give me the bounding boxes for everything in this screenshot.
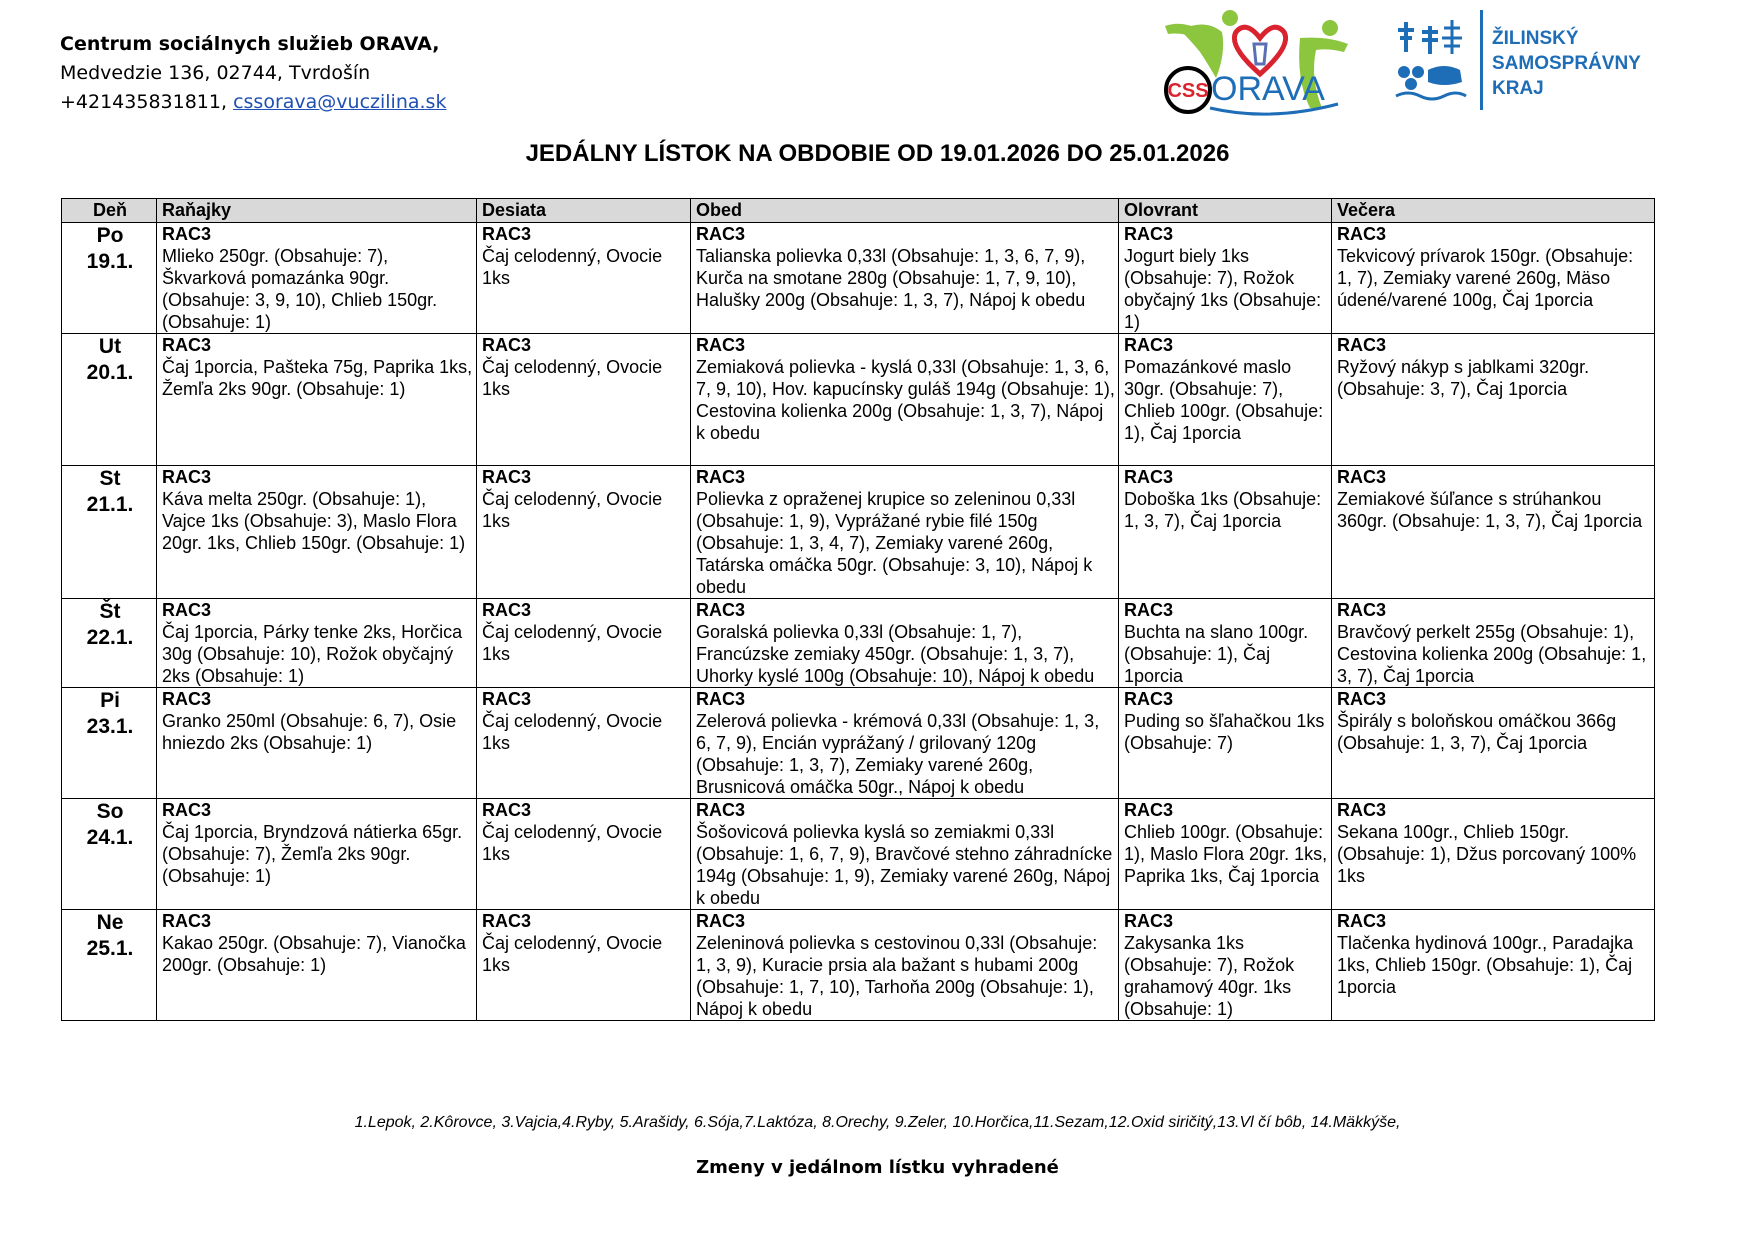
meal-cell [1119,799,1332,910]
meal-text: Doboška 1ks (Obsahuje: 1, 3, 7), Čaj 1porcia [1124,489,1322,531]
diet-code: RAC3 [1124,689,1174,709]
meal-text: Zeleninová polievka s cestovinou 0,33l (Obsahuje: 1, 3, 9), Kuracie prsia ala bažant s hubami 200g (Obsahuje: 1, 7, 10), Tarhoňa 200g (Obsahuje: 1), Nápoj k obedu [696,933,1098,1019]
meal-text: Pomazánkové maslo 30gr. (Obsahuje: 7), Chlieb 100gr. (Obsahuje: 1), Čaj 1porcia [1124,357,1324,443]
table-row [62,799,1655,910]
meal-text: Čaj celodenný, Ovocie 1ks [482,622,663,664]
meal-text: Čaj celodenný, Ovocie 1ks [482,711,663,753]
meal-text: Puding so šľahačkou 1ks (Obsahuje: 7) [1124,711,1325,753]
column-header-afternoon-snack: Olovrant [1119,199,1332,223]
meal-cell [477,334,691,466]
zilinsky-kraj-logo [1388,8,1648,118]
meal-cell [157,334,477,466]
diet-code: RAC3 [696,467,746,487]
day-name: Ne [96,911,124,934]
column-header-snack: Desiata [477,199,691,223]
meal-text: Talianska polievka 0,33l (Obsahuje: 1, 3, 6, 7, 9), Kurča na smotane 280g (Obsahuje: 1, 7, 9, 10), Halušky 200g (Obsahuje: 1, 3, 7), Nápoj k obedu [696,246,1086,310]
diet-code: RAC3 [696,800,746,820]
diet-code: RAC3 [1124,335,1174,355]
meal-text: Sekana 100gr., Chlieb 150gr. (Obsahuje: 1), Džus porcovaný 100% 1ks [1337,822,1637,886]
day-cell [62,688,157,799]
meal-cell [1119,466,1332,599]
meal-cell [1332,223,1655,334]
diet-code: RAC3 [1337,335,1387,355]
meal-cell [477,223,691,334]
organization-address: Medvedzie 136, 02744, Tvrdošín [60,62,371,84]
column-header-lunch: Obed [691,199,1119,223]
column-header-dinner: Večera [1332,199,1655,223]
meal-cell [1332,466,1655,599]
meal-text: Zelerová polievka - krémová 0,33l (Obsahuje: 1, 3, 6, 7, 9), Encián vyprážaný / grilovaný 120g (Obsahuje: 1, 3, 7), Zemiaky varené 260g, Brusnicová omáčka 50gr., Nápoj k obedu [696,711,1100,797]
day-cell [62,223,157,334]
meal-cell [691,223,1119,334]
diet-code: RAC3 [1124,800,1174,820]
diet-code: RAC3 [482,689,532,709]
meal-cell [157,910,477,1021]
meal-text: Čaj celodenný, Ovocie 1ks [482,489,663,531]
meal-text: Zemiaková polievka - kyslá 0,33l (Obsahuje: 1, 3, 6, 7, 9, 10), Hov. kapucínsky guláš 194g (Obsahuje: 1), Cestovina kolienka 200g (Obsahuje: 1, 3, 7), Nápoj k obedu [696,357,1115,443]
zsk-line3: KRAJ [1492,78,1544,99]
diet-code: RAC3 [162,224,212,244]
day-date: 24.1. [86,826,134,849]
meal-cell [477,599,691,688]
day-date: 25.1. [86,937,134,960]
meal-text: Šošovicová polievka kyslá so zemiakmi 0,33l (Obsahuje: 1, 6, 7, 9), Bravčové stehno záhradnícke 194g (Obsahuje: 1, 9), Zemiaky varené 260g, Nápoj k obedu [696,822,1113,908]
meal-text: Jogurt biely 1ks (Obsahuje: 7), Rožok obyčajný 1ks (Obsahuje: 1) [1124,246,1322,332]
table-row [62,910,1655,1021]
diet-code: RAC3 [1337,224,1387,244]
meal-text: Čaj celodenný, Ovocie 1ks [482,246,663,288]
diet-code: RAC3 [162,467,212,487]
meal-cell [477,799,691,910]
column-header-breakfast: Raňajky [157,199,477,223]
meal-text: Čaj celodenný, Ovocie 1ks [482,357,663,399]
day-name: Pi [100,689,120,712]
day-name: Št [99,600,121,623]
diet-code: RAC3 [1337,467,1387,487]
meal-cell [1332,599,1655,688]
diet-code: RAC3 [482,800,532,820]
day-date: 20.1. [86,361,134,384]
day-name: Ut [98,335,122,358]
diet-code: RAC3 [1124,224,1174,244]
meal-text: Čaj 1porcia, Pašteka 75g, Paprika 1ks, Žemľa 2ks 90gr. (Obsahuje: 1) [162,357,473,399]
orava-logo-text: ORAVA [1211,70,1325,108]
day-date: 22.1. [86,626,134,649]
organization-phone-email [60,88,446,117]
zsk-coat-of-arms-icon [1396,20,1466,99]
meal-cell [157,688,477,799]
meal-text: Tlačenka hydinová 100gr., Paradajka 1ks, Chlieb 150gr. (Obsahuje: 1), Čaj 1porcia [1337,933,1634,997]
day-cell [62,799,157,910]
allergen-legend: 1.Lepok, 2.Kôrovce, 3.Vajcia,4.Ryby, 5.Arašidy, 6.Sója,7.Laktóza, 8.Orechy, 9.Zeler, 10.Horčica,11.Sezam,12.Oxid siričitý,13.Vl čí bôb, 14.Mäkkýše, [354,1114,1401,1131]
meal-cell [157,466,477,599]
diet-code: RAC3 [696,689,746,709]
meal-text: Zakysanka 1ks (Obsahuje: 7), Rožok grahamový 40gr. 1ks (Obsahuje: 1) [1124,933,1295,1019]
meal-text: Čaj celodenný, Ovocie 1ks [482,822,663,864]
diet-code: RAC3 [162,911,212,931]
meal-text: Zemiakové šúľance s strúhankou 360gr. (Obsahuje: 1, 3, 7), Čaj 1porcia [1337,489,1643,531]
zsk-line1: ŽILINSKÝ [1492,28,1579,49]
meal-text: Granko 250ml (Obsahuje: 6, 7), Osie hniezdo 2ks (Obsahuje: 1) [162,711,457,753]
zsk-line2: SAMOSPRÁVNY [1492,53,1641,74]
meal-cell [1119,223,1332,334]
organization-contact [60,30,446,117]
diet-code: RAC3 [1124,911,1174,931]
meal-cell [477,688,691,799]
menu-table [61,198,1655,1021]
meal-cell [157,223,477,334]
day-cell [62,466,157,599]
meal-cell [691,799,1119,910]
meal-cell [157,799,477,910]
footer-note: Zmeny v jedálnom lístku vyhradené [696,1157,1059,1178]
meal-cell [1119,334,1332,466]
day-date: 19.1. [86,250,134,273]
meal-cell [691,466,1119,599]
diet-code: RAC3 [1337,911,1387,931]
diet-code: RAC3 [696,600,746,620]
meal-text: Káva melta 250gr. (Obsahuje: 1), Vajce 1ks (Obsahuje: 3), Maslo Flora 20gr. 1ks, Chlieb 150gr. (Obsahuje: 1) [162,489,466,553]
meal-text: Mlieko 250gr. (Obsahuje: 7), Škvarková pomazánka 90gr. (Obsahuje: 3, 9, 10), Chlieb 150gr. (Obsahuje: 1) [162,246,438,332]
meal-text: Buchta na slano 100gr. (Obsahuje: 1), Čaj 1porcia [1124,622,1309,686]
day-name: St [99,467,121,490]
meal-cell [1332,799,1655,910]
meal-text: Kakao 250gr. (Obsahuje: 7), Vianočka 200gr. (Obsahuje: 1) [162,933,466,975]
diet-code: RAC3 [1337,689,1387,709]
meal-text: Polievka z opraženej krupice so zeleninou 0,33l (Obsahuje: 1, 9), Vyprážané rybie filé 150g (Obsahuje: 1, 3, 4, 7), Zemiaky varené 260g, Tatárska omáčka 50gr. (Obsahuje: 3, 10), Nápoj k obedu [696,489,1093,597]
meal-text: Čaj 1porcia, Párky tenke 2ks, Horčica 30g (Obsahuje: 10), Rožok obyčajný 2ks (Obsahuje: 1) [162,622,463,686]
meal-cell [1119,910,1332,1021]
table-row [62,334,1655,466]
day-date: 21.1. [86,493,134,516]
meal-text: Bravčový perkelt 255g (Obsahuje: 1), Cestovina kolienka 200g (Obsahuje: 1, 3, 7), Čaj 1porcia [1337,622,1647,686]
meal-text: Špirály s boloňskou omáčkou 366g (Obsahuje: 1, 3, 7), Čaj 1porcia [1337,711,1617,753]
meal-cell [157,599,477,688]
meal-text: Čaj celodenný, Ovocie 1ks [482,933,663,975]
day-cell [62,334,157,466]
css-logo-text: CSS [1167,80,1209,102]
diet-code: RAC3 [1124,600,1174,620]
meal-cell [691,599,1119,688]
diet-code: RAC3 [162,600,212,620]
meal-cell [477,910,691,1021]
meal-cell [691,334,1119,466]
table-row [62,688,1655,799]
diet-code: RAC3 [1124,467,1174,487]
day-date: 23.1. [86,715,134,738]
meal-cell [691,688,1119,799]
meal-cell [1119,599,1332,688]
meal-text: Chlieb 100gr. (Obsahuje: 1), Maslo Flora 20gr. 1ks, Paprika 1ks, Čaj 1porcia [1124,822,1328,886]
meal-cell [691,910,1119,1021]
diet-code: RAC3 [162,689,212,709]
diet-code: RAC3 [1337,800,1387,820]
table-header-row [62,199,1655,223]
meal-cell [1332,910,1655,1021]
diet-code: RAC3 [696,335,746,355]
diet-code: RAC3 [482,911,532,931]
day-cell [62,910,157,1021]
meal-cell [1332,688,1655,799]
diet-code: RAC3 [696,911,746,931]
meal-text: Tekvicový prívarok 150gr. (Obsahuje: 1, 7), Zemiaky varené 260g, Mäso údené/varené 100g, Čaj 1porcia [1337,246,1634,310]
meal-text: Čaj 1porcia, Bryndzová nátierka 65gr. (Obsahuje: 7), Žemľa 2ks 90gr. (Obsahuje: 1) [162,822,463,886]
table-row [62,223,1655,334]
diet-code: RAC3 [1337,600,1387,620]
organization-phone: +421435831811, [60,91,228,113]
diet-code: RAC3 [696,224,746,244]
page-title: JEDÁLNY LÍSTOK NA OBDOBIE OD 19.01.2026 DO 25.01.2026 [525,140,1230,167]
meal-cell [477,466,691,599]
day-name: So [96,800,124,823]
meal-cell [1332,334,1655,466]
table-row [62,466,1655,599]
diet-code: RAC3 [162,800,212,820]
diet-code: RAC3 [162,335,212,355]
diet-code: RAC3 [482,467,532,487]
css-orava-logo [1160,8,1360,118]
diet-code: RAC3 [482,335,532,355]
organization-email-link[interactable]: cssorava@vuczilina.sk [233,91,447,113]
meal-text: Ryžový nákyp s jablkami 320gr. (Obsahuje: 3, 7), Čaj 1porcia [1337,357,1590,399]
meal-cell [1119,688,1332,799]
meal-text: Goralská polievka 0,33l (Obsahuje: 1, 7), Francúzske zemiaky 450gr. (Obsahuje: 1, 3, 7), Uhorky kyslé 100g (Obsahuje: 10), Nápoj k obedu [696,622,1095,686]
day-name: Po [96,224,124,247]
diet-code: RAC3 [482,224,532,244]
diet-code: RAC3 [482,600,532,620]
organization-name: Centrum sociálnych služieb ORAVA, [60,33,440,55]
day-cell [62,599,157,688]
column-header-day: Deň [62,199,157,223]
table-row [62,599,1655,688]
